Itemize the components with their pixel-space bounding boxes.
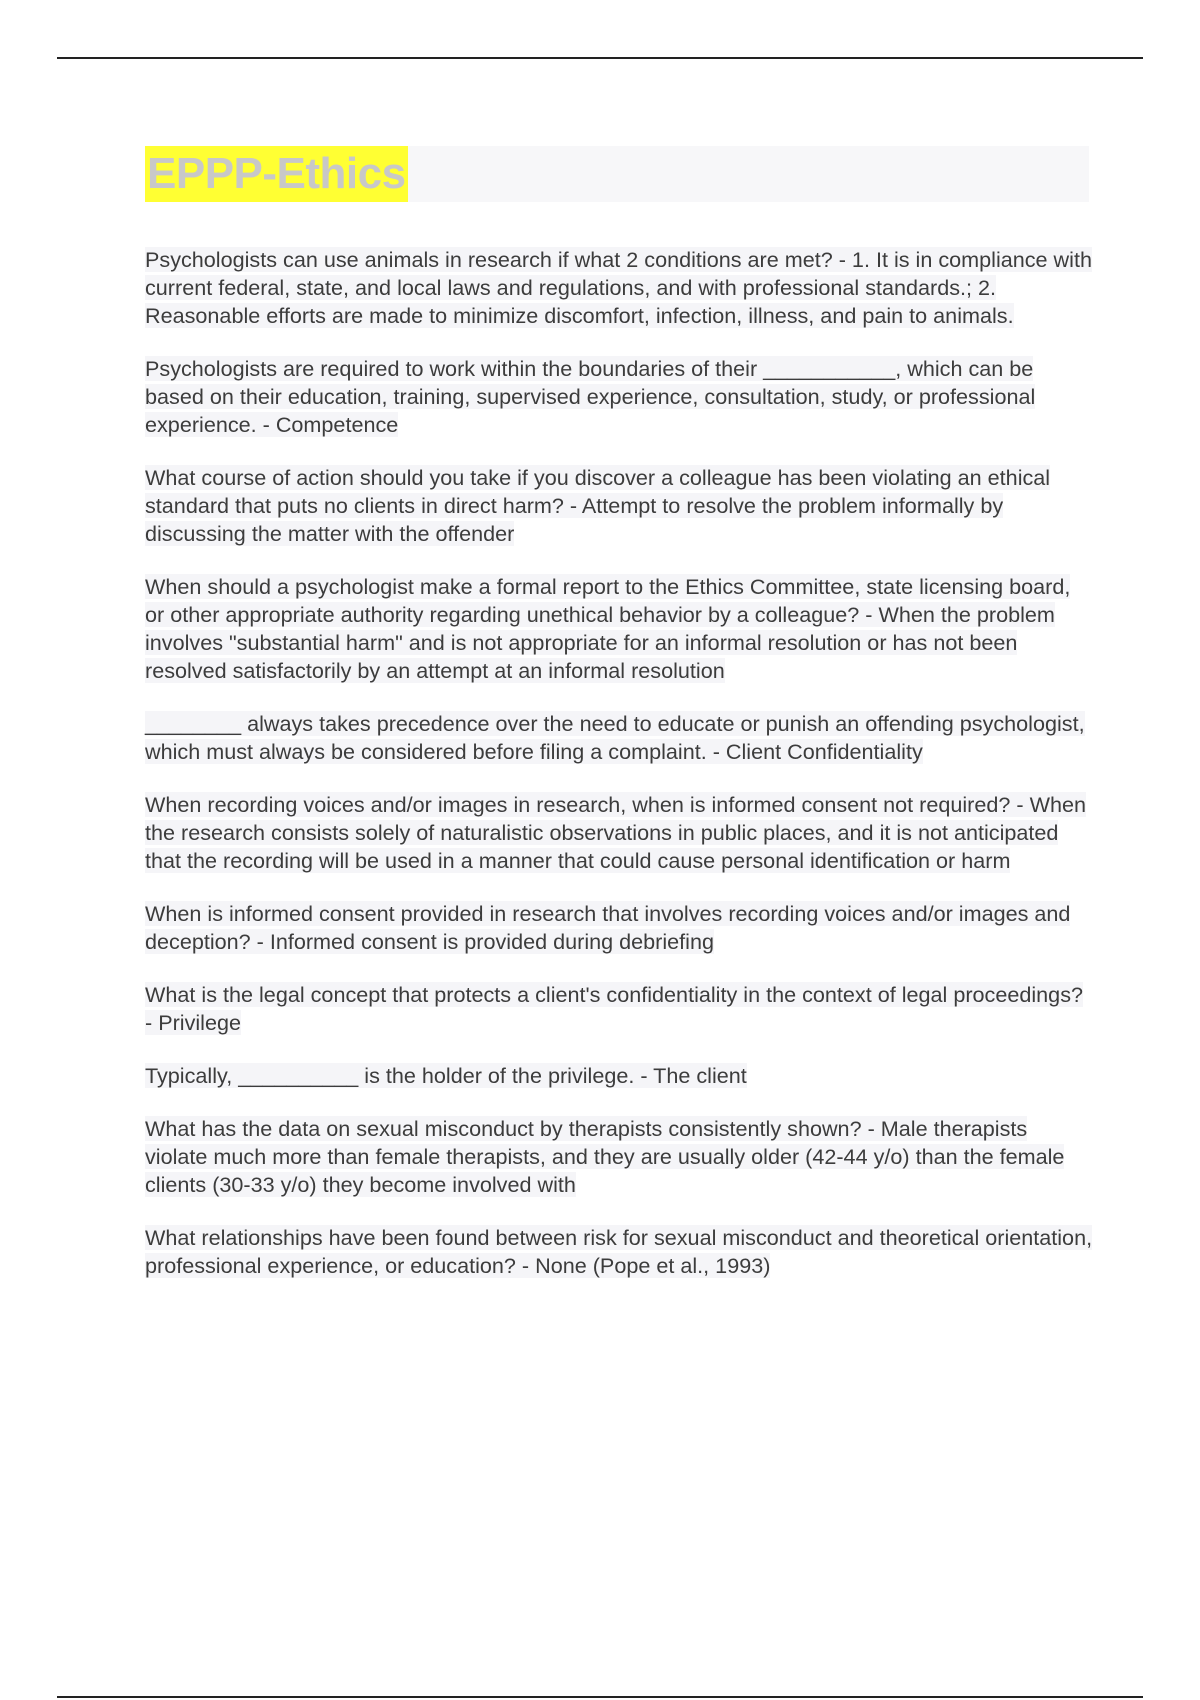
qa-text: ________ always takes precedence over the need to educate or punish an offending psychologist, which must always be considered before filing a complaint. - Client Confidentiality bbox=[145, 711, 1085, 764]
qa-item bbox=[145, 573, 1095, 685]
qa-text: Psychologists can use animals in research if what 2 conditions are met? - 1. It is in compliance with current federal, state, and local laws and regulations, and with professional standards.; 2. Reasonable efforts are made to minimize discomfort, infection, illness, and pain to animals. bbox=[145, 247, 1092, 328]
qa-item bbox=[145, 1115, 1095, 1199]
qa-text: What relationships have been found between risk for sexual misconduct and theoretical orientation, professional experience, or education? - None (Pope et al., 1993) bbox=[145, 1225, 1093, 1278]
qa-item bbox=[145, 981, 1095, 1037]
qa-list bbox=[145, 246, 1095, 1305]
qa-text: What is the legal concept that protects a client's confidentiality in the context of legal proceedings? - Privilege bbox=[145, 982, 1083, 1035]
qa-item bbox=[145, 900, 1095, 956]
qa-text: What course of action should you take if you discover a colleague has been violating an ethical standard that puts no clients in direct harm? - Attempt to resolve the problem informally by discussing the matter with the offender bbox=[145, 465, 1051, 546]
qa-item bbox=[145, 710, 1095, 766]
bottom-rule bbox=[57, 1696, 1143, 1698]
qa-text: What has the data on sexual misconduct by therapists consistently shown? - Male therapists violate much more than female therapists, and they are usually older (42-44 y/o) than the female clients (30-33 y/o) they become involved with bbox=[145, 1116, 1065, 1197]
top-rule bbox=[57, 57, 1143, 59]
qa-item bbox=[145, 355, 1095, 439]
qa-text: When is informed consent provided in research that involves recording voices and/or images and deception? - Informed consent is provided during debriefing bbox=[145, 901, 1071, 954]
document-title: EPPP-Ethics bbox=[145, 146, 408, 202]
qa-text: When recording voices and/or images in research, when is informed consent not required? - When the research consists solely of naturalistic observations in public places, and it is not anticipated that the recording will be used in a manner that could cause personal identification or harm bbox=[145, 792, 1087, 873]
qa-item bbox=[145, 246, 1095, 330]
qa-item bbox=[145, 1224, 1095, 1280]
qa-text: Psychologists are required to work within the boundaries of their ___________, which can be based on their education, training, supervised experience, consultation, study, or professional experience. - Competence bbox=[145, 356, 1036, 437]
qa-item bbox=[145, 464, 1095, 548]
qa-text: Typically, __________ is the holder of the privilege. - The client bbox=[145, 1063, 747, 1088]
qa-item bbox=[145, 791, 1095, 875]
qa-text: When should a psychologist make a formal report to the Ethics Committee, state licensing board, or other appropriate authority regarding unethical behavior by a colleague? - When the problem involves "substantial harm" and is not appropriate for an informal resolution or has not been resolved satisfactorily by an attempt at an informal resolution bbox=[145, 574, 1071, 683]
qa-item bbox=[145, 1062, 1095, 1090]
